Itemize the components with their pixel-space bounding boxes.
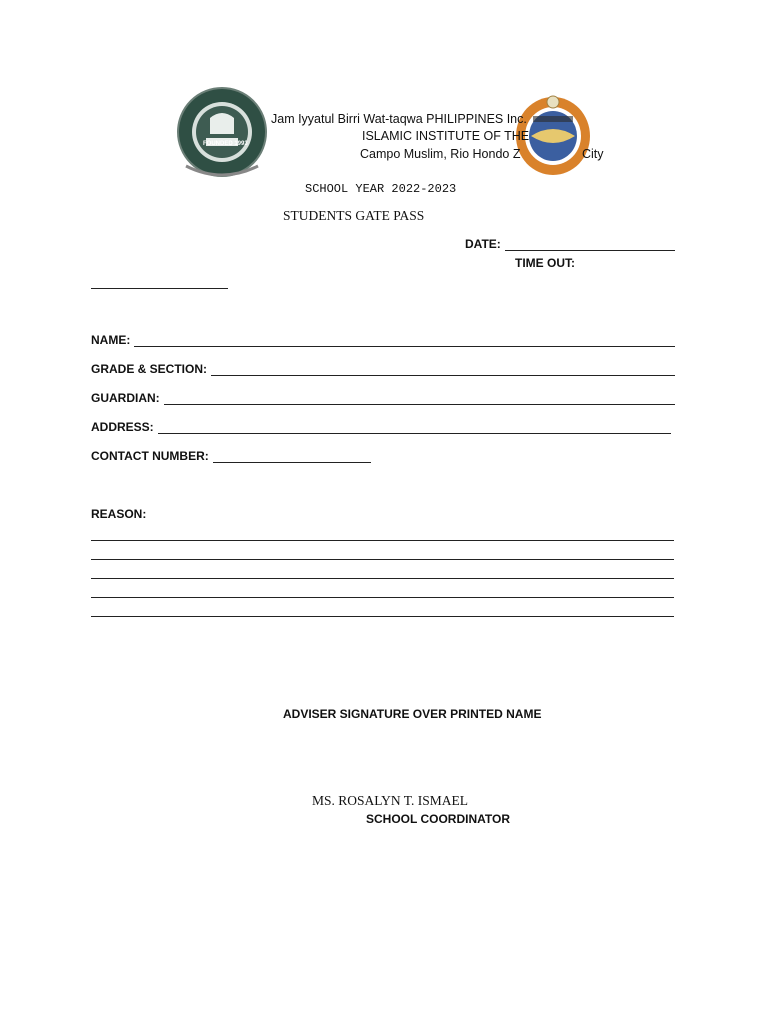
contact-number-line[interactable] xyxy=(213,451,371,463)
guardian-line[interactable] xyxy=(164,393,675,405)
institute-address: Campo Muslim, Rio Hondo Z xyxy=(360,147,521,161)
address-field[interactable] xyxy=(91,420,671,434)
date-label: DATE: xyxy=(465,237,501,251)
reason-line[interactable] xyxy=(91,540,674,541)
address-label: ADDRESS: xyxy=(91,420,154,434)
coordinator-title: SCHOOL COORDINATOR xyxy=(366,812,511,826)
time-out-label: TIME OUT: xyxy=(515,256,575,270)
contact-number-label: CONTACT NUMBER: xyxy=(91,449,209,463)
coordinator-name: MS. ROSALYN T. ISMAEL xyxy=(312,793,469,808)
date-field[interactable] xyxy=(465,237,675,251)
reason-line[interactable] xyxy=(91,578,674,579)
grade-section-line[interactable] xyxy=(211,364,675,376)
school-year: SCHOOL YEAR 2022-2023 xyxy=(305,182,457,196)
date-line[interactable] xyxy=(505,239,675,251)
name-field[interactable] xyxy=(91,333,675,347)
institute-name: ISLAMIC INSTITUTE OF THE xyxy=(362,129,530,143)
name-line[interactable] xyxy=(134,335,675,347)
contact-number-field[interactable] xyxy=(91,449,371,463)
reason-line[interactable] xyxy=(91,597,674,598)
institute-address-tail: City xyxy=(582,147,604,161)
address-line[interactable] xyxy=(158,422,671,434)
guardian-field[interactable] xyxy=(91,391,675,405)
grade-section-field[interactable] xyxy=(91,362,675,376)
adviser-signature-caption: ADVISER SIGNATURE OVER PRINTED NAME xyxy=(283,707,542,721)
guardian-label: GUARDIAN: xyxy=(91,391,160,405)
name-label: NAME: xyxy=(91,333,131,347)
seal-left-founded-text: FOUNDED 1993 xyxy=(203,141,248,147)
school-seal-left xyxy=(176,86,268,178)
reason-label: REASON: xyxy=(91,507,147,521)
organization-name: Jam Iyyatul Birri Wat-taqwa PHILIPPINES Inc. xyxy=(271,112,527,126)
form-title: STUDENTS GATE PASS xyxy=(283,208,425,223)
time-out-line[interactable] xyxy=(91,288,228,289)
grade-section-label: GRADE & SECTION: xyxy=(91,362,208,376)
reason-line[interactable] xyxy=(91,616,674,617)
reason-line[interactable] xyxy=(91,559,674,560)
